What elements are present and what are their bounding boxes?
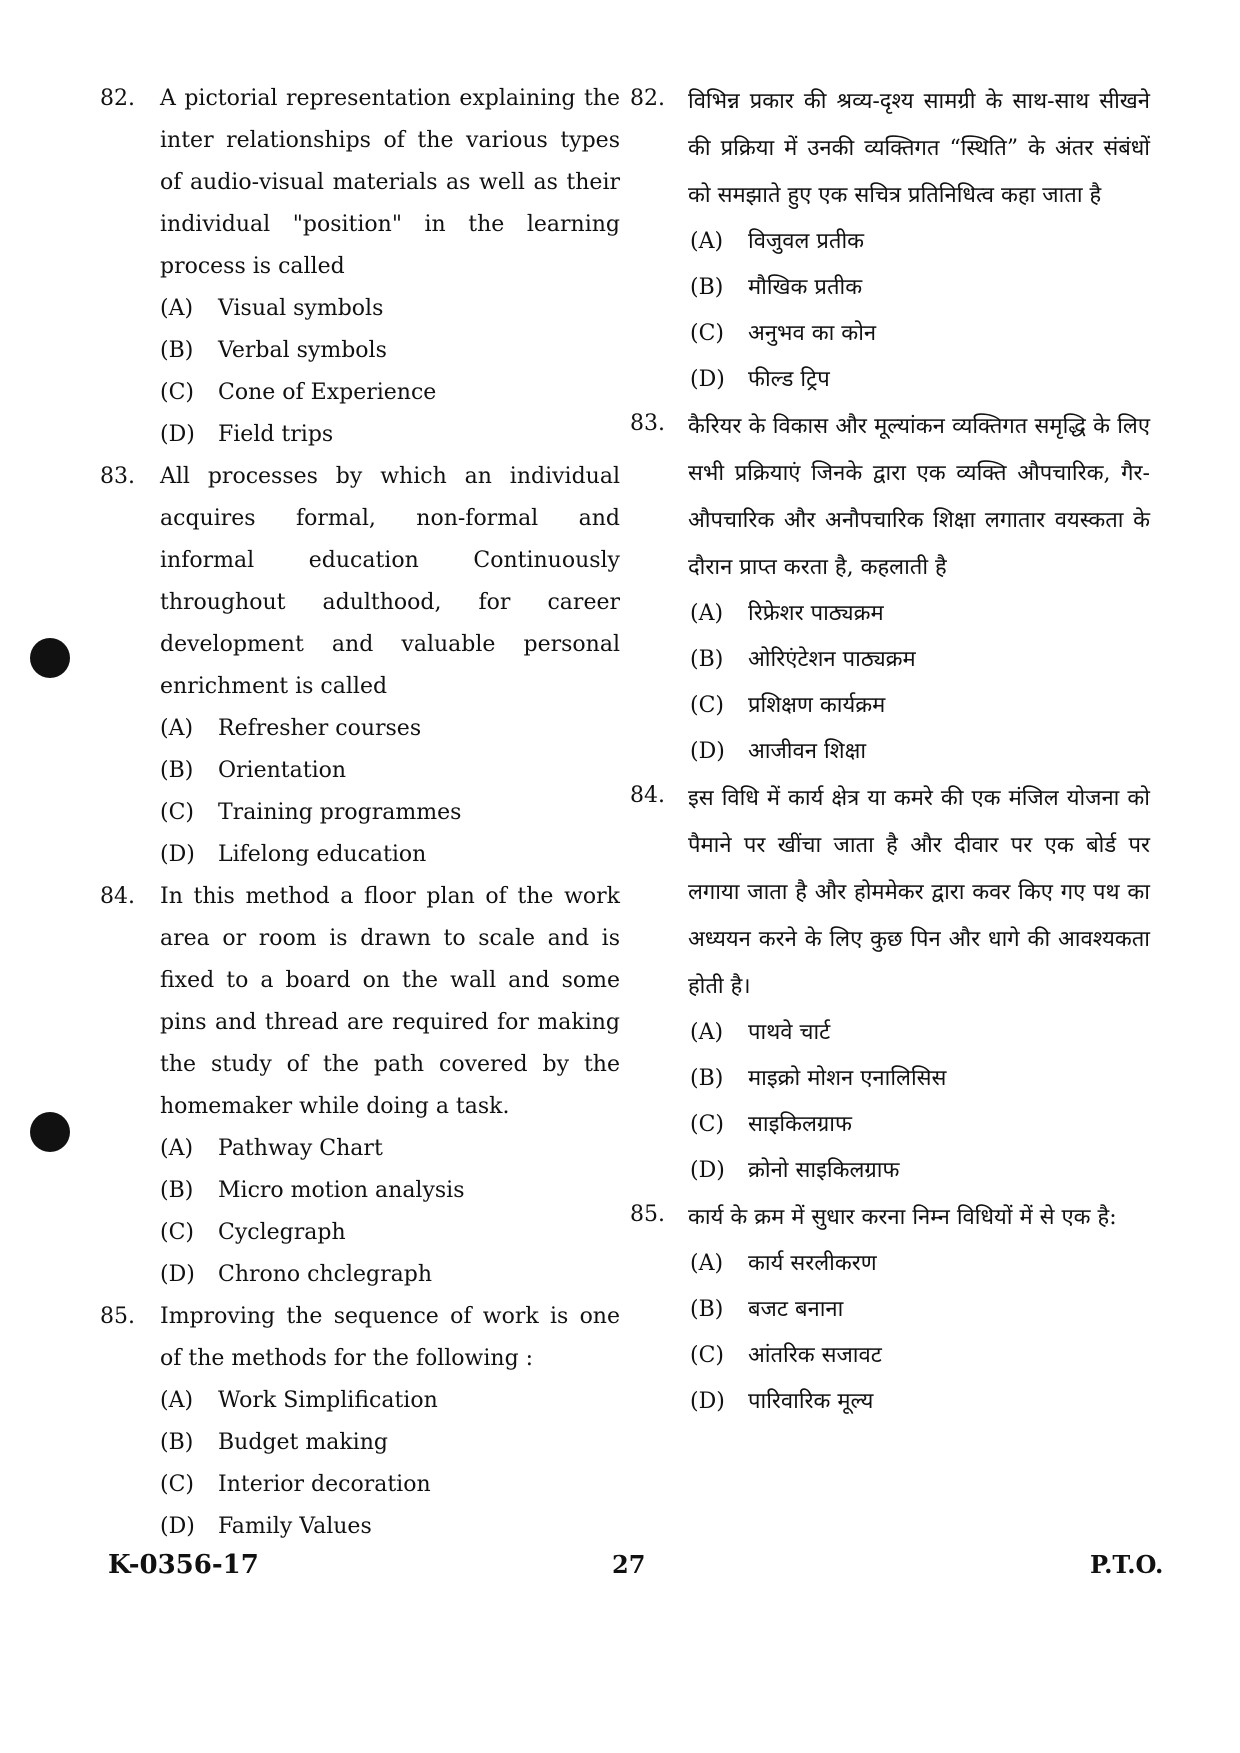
options-list [160, 288, 620, 456]
page-number: 27 [612, 1550, 646, 1579]
option [160, 330, 620, 372]
option-text: साइकिलग्राफ [748, 1112, 852, 1137]
option [690, 265, 1150, 311]
option-label: (B) [690, 275, 724, 300]
option [690, 637, 1150, 683]
question-number: 82. [630, 86, 665, 111]
option-label: (D) [690, 739, 725, 764]
question-text: Improving the sequence of work is one of the methods for the following : [160, 1304, 620, 1371]
option-label: (A) [160, 716, 194, 741]
option-text: रिफ्रेशर पाठ्यक्रम [748, 601, 884, 626]
option [690, 219, 1150, 265]
booklet-code: K-0356-17 [108, 1550, 259, 1580]
option [160, 1380, 620, 1422]
option-text: आंतरिक सजावट [748, 1343, 882, 1368]
option [160, 1128, 620, 1170]
question-number: 85. [630, 1202, 665, 1227]
option-text: Visual symbols [218, 296, 384, 321]
question-84-hi [630, 775, 1150, 1194]
option [690, 357, 1150, 403]
option-label: (A) [690, 229, 724, 254]
option [690, 1148, 1150, 1194]
option-text: आजीवन शिक्षा [748, 739, 867, 764]
option-label: (C) [160, 1220, 194, 1245]
question-number: 84. [100, 884, 135, 909]
option-label: (B) [160, 338, 194, 363]
question-number: 84. [630, 783, 665, 808]
option [690, 683, 1150, 729]
option-label: (C) [160, 1472, 194, 1497]
option [160, 288, 620, 330]
question-84-en [100, 876, 620, 1296]
option-label: (C) [690, 321, 724, 346]
option [690, 1287, 1150, 1333]
option-label: (B) [160, 1178, 194, 1203]
option-label: (B) [690, 1066, 724, 1091]
question-text: इस विधि में कार्य क्षेत्र या कमरे की एक मंजिल योजना को पैमाने पर खींचा जाता है और दीवार पर एक बोर्ड पर लगाया जाता है और होममेकर द्वारा कवर किए गए पथ का अध्ययन करने के लिए कुछ पिन और धागे की आवश्यकता होती है। [688, 786, 1150, 999]
question-83-en [100, 456, 620, 876]
option-text: प्रशिक्षण कार्यक्रम [748, 693, 886, 718]
option-text: Verbal symbols [218, 338, 387, 363]
options-list [690, 1010, 1150, 1194]
option-text: Family Values [218, 1514, 372, 1539]
option [690, 729, 1150, 775]
option [690, 1241, 1150, 1287]
option-text: Refresher courses [218, 716, 422, 741]
option-text: Cyclegraph [218, 1220, 346, 1245]
option-text: अनुभव का कोन [748, 321, 877, 346]
question-number: 85. [100, 1304, 135, 1329]
option-label: (A) [160, 296, 194, 321]
question-number: 83. [100, 464, 135, 489]
option-label: (C) [690, 693, 724, 718]
option-text: पारिवारिक मूल्य [748, 1389, 874, 1414]
option [160, 1506, 620, 1548]
option [690, 1056, 1150, 1102]
question-82-en [100, 78, 620, 456]
option [690, 311, 1150, 357]
punch-hole [30, 638, 70, 678]
options-list [690, 591, 1150, 775]
option-label: (D) [160, 1514, 195, 1539]
option-text: पाथवे चार्ट [748, 1020, 831, 1045]
question-text: In this method a floor plan of the work area or room is drawn to scale and is fixed to a board on the wall and some pins and thread are required for making the study of the path covered by the homemaker while doing a task. [160, 884, 620, 1119]
option-label: (A) [690, 1251, 724, 1276]
english-column [100, 78, 620, 1548]
option-text: कार्य सरलीकरण [748, 1251, 877, 1276]
option-label: (D) [690, 1158, 725, 1183]
option-text: Micro motion analysis [218, 1178, 465, 1203]
option-label: (B) [690, 647, 724, 672]
option [160, 1170, 620, 1212]
option-text: माइक्रो मोशन एनालिसिस [748, 1066, 947, 1091]
option [160, 1254, 620, 1296]
option-text: Chrono chclegraph [218, 1262, 433, 1287]
option-text: Pathway Chart [218, 1136, 383, 1161]
option-label: (D) [160, 422, 195, 447]
option-label: (B) [160, 758, 194, 783]
question-text: A pictorial representation explaining the inter relationships of the various types of audio-visual materials as well as their individual "position" in the learning process is called [160, 86, 620, 279]
option-label: (A) [690, 601, 724, 626]
option-label: (C) [160, 800, 194, 825]
option-text: क्रोनो साइकिलग्राफ [748, 1158, 900, 1183]
option [160, 372, 620, 414]
option-label: (D) [690, 367, 725, 392]
options-list [690, 219, 1150, 403]
question-85-en [100, 1296, 620, 1548]
option-label: (A) [690, 1020, 724, 1045]
question-85-hi [630, 1194, 1150, 1425]
options-list [160, 708, 620, 876]
option-text: Budget making [218, 1430, 388, 1455]
option [690, 1010, 1150, 1056]
option [160, 1212, 620, 1254]
option [690, 1379, 1150, 1425]
option-label: (D) [160, 1262, 195, 1287]
please-turn-over: P.T.O. [1090, 1550, 1164, 1579]
option [690, 591, 1150, 637]
question-text: विभिन्न प्रकार की श्रव्य-दृश्य सामग्री के साथ-साथ सीखने की प्रक्रिया में उनकी व्यक्तिगत “स्थिति” के अंतर संबंधों को समझाते हुए एक सचित्र प्रतिनिधित्व कहा जाता है [688, 89, 1150, 208]
option [160, 750, 620, 792]
option [160, 1464, 620, 1506]
question-number: 83. [630, 411, 665, 436]
option-text: Interior decoration [218, 1472, 431, 1497]
option-text: मौखिक प्रतीक [748, 275, 863, 300]
option-label: (B) [160, 1430, 194, 1455]
punch-hole [30, 1112, 70, 1152]
option-label: (A) [160, 1136, 194, 1161]
option-text: Orientation [218, 758, 347, 783]
option-label: (C) [690, 1112, 724, 1137]
option-label: (C) [690, 1343, 724, 1368]
question-83-hi [630, 403, 1150, 775]
option [160, 834, 620, 876]
hindi-column [630, 78, 1150, 1425]
question-text: कार्य के क्रम में सुधार करना निम्न विधियों में से एक है: [688, 1205, 1117, 1230]
question-82-hi [630, 78, 1150, 403]
option-text: फील्ड ट्रिप [748, 367, 830, 392]
options-list [160, 1380, 620, 1548]
option-text: विजुवल प्रतीक [748, 229, 865, 254]
option-text: बजट बनाना [748, 1297, 844, 1322]
options-list [690, 1241, 1150, 1425]
option-text: ओरिएंटेशन पाठ्यक्रम [748, 647, 916, 672]
option-label: (C) [160, 380, 194, 405]
option-text: Field trips [218, 422, 334, 447]
option-label: (B) [690, 1297, 724, 1322]
option-text: Cone of Experience [218, 380, 437, 405]
option [160, 792, 620, 834]
option [160, 708, 620, 750]
option [690, 1102, 1150, 1148]
option-text: Work Simplification [218, 1388, 438, 1413]
option-label: (D) [160, 842, 195, 867]
question-text: All processes by which an individual acquires formal, non-formal and informal education Continuously throughout adulthood, for career development and valuable personal enrichment is called [160, 464, 620, 699]
options-list [160, 1128, 620, 1296]
option-label: (D) [690, 1389, 725, 1414]
question-number: 82. [100, 86, 135, 111]
option-text: Lifelong education [218, 842, 427, 867]
question-text: कैरियर के विकास और मूल्यांकन व्यक्तिगत समृद्धि के लिए सभी प्रक्रियाएं जिनके द्वारा एक व्यक्ति औपचारिक, गैर-औपचारिक और अनौपचारिक शिक्षा लगातार वयस्कता के दौरान प्राप्त करता है, कहलाती है [688, 414, 1150, 580]
option-label: (A) [160, 1388, 194, 1413]
option [160, 414, 620, 456]
option-text: Training programmes [218, 800, 462, 825]
option [690, 1333, 1150, 1379]
option [160, 1422, 620, 1464]
